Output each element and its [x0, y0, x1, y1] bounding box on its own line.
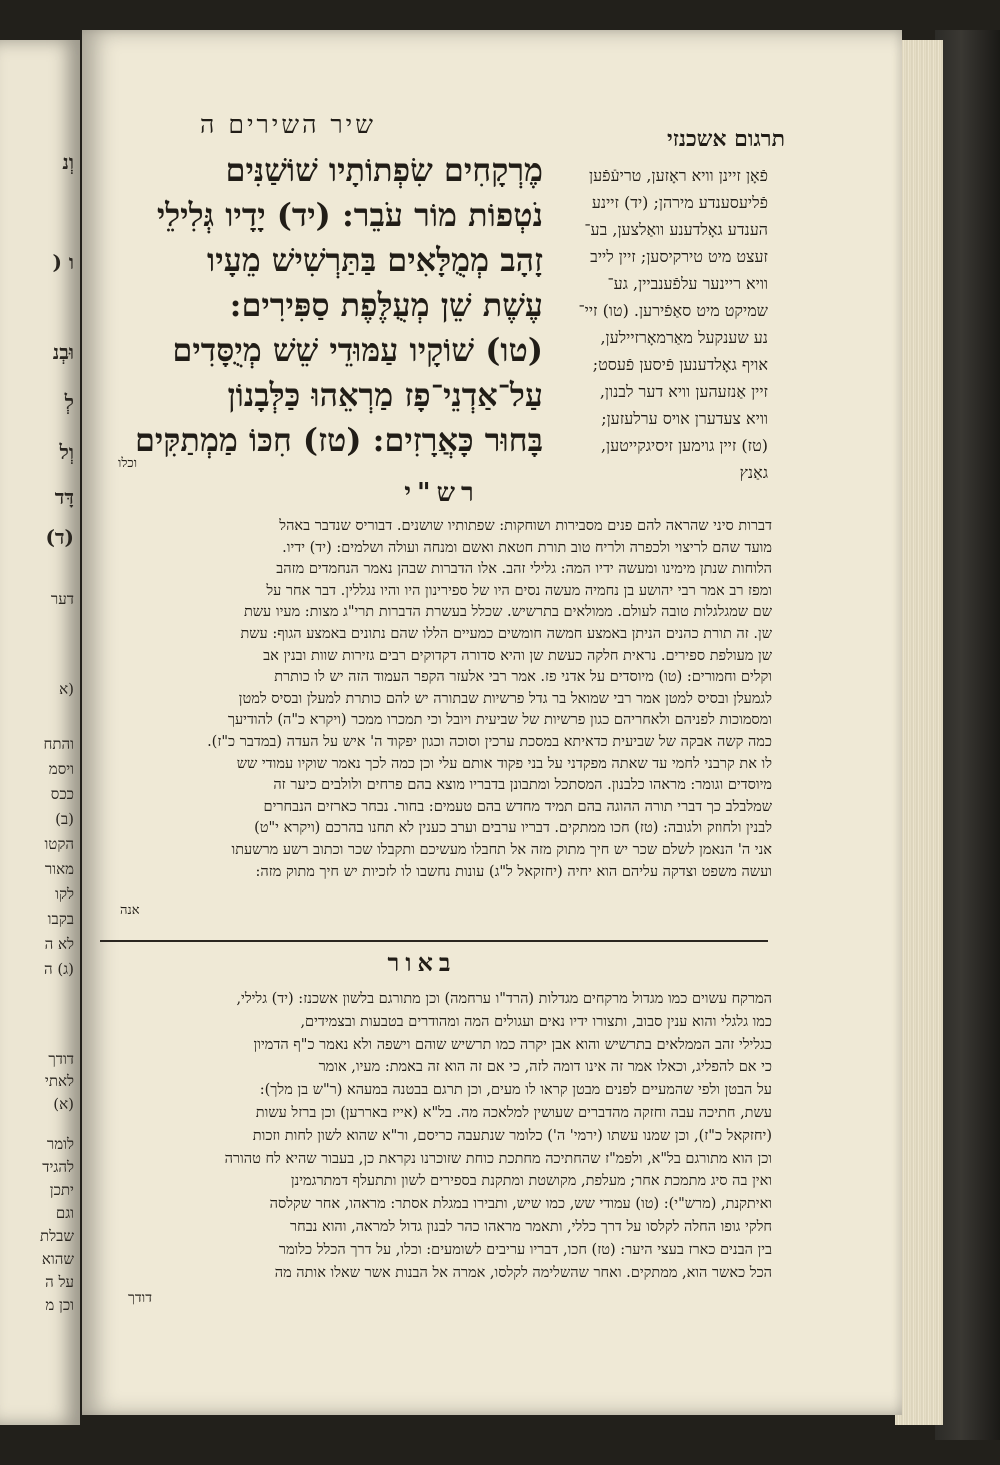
biur-line: המרקח עשוים כמו מגדול מרקחים מגדלות (הרד"ו ערחמה) וכן מתורגם בלשון אשכנז: (יד) גלילי,	[236, 991, 772, 1007]
left-page-fragment: מאור	[44, 860, 74, 878]
biur-line: (יחזקאל כ"ז), וכן שמנו עשתו (ירמי' ה') כלומר שנתעבה כריסם, ור"א שהוא לשון לחות וזכות	[252, 1127, 772, 1144]
left-page-fragment: על ה	[45, 1273, 74, 1291]
left-page-fragment: וכן מ	[45, 1296, 74, 1314]
biur-line: ואין בה סיג מתמכת אחר; מעלפת, מקושטת ומתקנת בספירים לשון ותתעלף דמתרגמינן	[290, 1173, 772, 1190]
rashi-line: ועשה משפט וצדקה עליהם הוא יחיה (יחזקאל ל"ג) עונות נחשבו לו לזכיות יש חיך מתוק מזה:	[255, 863, 772, 880]
biur-line: ואיתקנת, (מרש"י): (טו) עמודי שש, כמו שיש, ותבירו במגלת אסתר: מראהו, אחר שקלסה	[269, 1196, 772, 1213]
translation-line: זעצט מיט טירקיסען; זיין לייב	[590, 247, 768, 266]
rashi-line: שם שמגלגלות טובה לעולם. ממולאים בתרשיש. שכלל בעשרת הדברות תרי"ג מצות: מעיו עשת	[243, 604, 772, 621]
rashi-line: כמה קשה אבקה של שביעית כדאיתא במסכת ערכין וסוכה וכגון יפקוד ה' איש על העדה (במדבר כ"ז).	[207, 733, 772, 750]
biur-line: כמו גלגלי והוא ענין סבוב, ותצורו ידיו נאים ועגולים המה ומהודרים בטבעות ובצמידים,	[300, 1013, 772, 1030]
rashi-line: ומסמוכות לפניהם ולאחריהם כגון פרשיות של שביעית ויובל וכי תמכרו ממכר (ויקרא כ"ה) להודיעך	[227, 712, 772, 729]
book-cover-edge	[935, 30, 1000, 1440]
left-page-fragment: להגיד	[42, 1158, 74, 1176]
translation-line: גאַנץ	[739, 463, 768, 482]
translation-line: נע שענקעל מאַרמאָרזיילען,	[600, 328, 768, 347]
verse-line: נֹטְפוֹת מוֹר עֹבֵר: (יד) יָדָיו גְּלִילֵי	[156, 196, 543, 234]
biur-line: כי אם להפליג, וכאלו אמר זה אינו דומה לזה, כי אם זה הוא זה באמת: מעיו, אומר	[318, 1059, 772, 1076]
left-page-fragment: דודך	[48, 1050, 74, 1068]
translation-line: אויף גאָלדענען פֿיסען פֿעסט;	[592, 355, 768, 374]
translation-line: פֿליעסענדע מירהן; (יד) זיינע	[591, 193, 768, 212]
left-page-fragment: שבלת	[39, 1227, 74, 1245]
translation-line: שמיקט מיט סאַפֿירען. (טו) זיי־	[578, 301, 768, 320]
left-page-fragment: (ג) ה	[43, 960, 74, 978]
left-page-fragment: וגם	[55, 1204, 74, 1222]
rashi-line: ומפז רב אמר רבי יהושע בן נחמיה מעשה נסים היו של ספירינון היו והיו נגללין. דבר אחר על	[266, 582, 772, 599]
verse-line: עַל־אַדְנֵי־פָז מַרְאֵהוּ כַּלְּבָנוֹן	[227, 376, 543, 414]
translation-line: פֿאָן זיינן וויא ראָזען, טריעֿפֿען	[589, 166, 768, 185]
verse-line: בָּחוּר כָּאֲרָזִים: (טז) חִכּוֹ מַמְתַקִּים	[134, 421, 543, 459]
rashi-line: שמלבלב כך דברי תורה ההוגה בהם תמיד מחדש בהם טעמים: בחור. נבחר כארזים הנבחרים	[263, 798, 772, 815]
translation-line: הענדע גאָלדענע וואַלצען, בע־	[584, 220, 768, 239]
rashi-line: שן. זה תורת כהנים הניתן באמצע חמשה חומשים כמעיים הללו שהם נתונים באמצע הגוף: עשת	[240, 625, 772, 642]
rashi-line: לו את קרבני לחמי עד שאתה מפקדני על בני פקוד אותם עלי וכן כמה לכך נאמר שוקיו עמודי שש	[236, 755, 772, 772]
left-page-fragment: והתח	[43, 735, 74, 753]
rashi-line: מועד שהם לריצוי ולכפרה ולריח טוב תורת חטאת ואשם ומנחה ועולה ושלמים: (יד) ידיו.	[282, 539, 772, 556]
left-page-fragment: ו (	[52, 250, 74, 274]
biur-commentary	[100, 988, 772, 1284]
left-page-fragment: דער	[50, 590, 74, 608]
left-page-fragment: לאתי	[44, 1072, 74, 1090]
page-catchword: דודך	[128, 1290, 152, 1306]
rashi-line: שן מעולפת ספירים. נראית חלקה כעשת שן והיא סדורה דקדוקים רבים גזירות שוות ובנין אב	[263, 647, 772, 664]
translation-line: זיין אַנזעהען וויא דער לבנון,	[599, 382, 768, 401]
verse-text	[103, 148, 543, 463]
running-title: שיר השירים ה	[200, 110, 376, 139]
rashi-line: הלוחות שנתן מימינו ומעשה ידיו המה: גלילי זהב. אלו הדברות שבהן נאמר הנחמדים מזהב	[276, 561, 772, 578]
left-page-fragment: לקו	[55, 885, 74, 903]
left-page-fragment: לומר	[46, 1135, 74, 1153]
left-page-fragment: לְ	[64, 390, 74, 414]
biur-line: בין הבנים כארז בעצי היער: (טז) חכו, דבריו עריבים לשומעים: וכלו, על דרך הכלל כלומר	[278, 1241, 772, 1258]
verse-line: זָהָב מְמֻלָּאִים בַּתַּרְשִׁישׁ מֵעָיו	[207, 241, 543, 279]
rashi-line: וקלים וחמורים: (טו) מיוסדים על אדני פז. אמר רבי אלעזר הקפר העמוד הזה יש לו כותרת	[274, 669, 772, 686]
page-edges	[895, 40, 943, 1425]
left-page-fragment: הקטו	[44, 835, 74, 853]
left-page-fragment: לא ה	[44, 935, 74, 953]
rashi-line: דברות סיני שהראה להם פנים מסבירות ושוחקות: שפתותיו שושנים. דבוריס שנדבר באהל	[279, 518, 772, 534]
rashi-line: מיוסדים וגומר: מראהו כלבנון. המסתכל ומתבונן בדבריו מוצא בהם פרחים ולולבים כיער זה	[273, 777, 772, 794]
left-page-fragment: שהוא	[41, 1250, 74, 1268]
section-divider	[100, 940, 768, 942]
biur-line: וכן הוא מתורגם בל"א, ולפמ"ז שהחתיכה מחתכת כוחת שזוכרנו נקראת כן, בעבור שהיא לח טהורה	[224, 1150, 772, 1167]
rashi-catchword: אנה	[120, 903, 140, 918]
biur-line: כגלילי זהב הממלאים בתרשיש והוא אבן יקרה כמו תרשיש שוהם וישפה ולא נאמר כ"ף הדמיון	[253, 1036, 772, 1053]
biur-line: הכל כאשר הוא, ממתקים. ואחר שהשלימה לקלסו, אמרה אל הבנות אשר שאלו אותה מה	[274, 1264, 772, 1281]
german-translation	[550, 162, 768, 486]
translation-line: וויא ריינער עלפֿענביין, גע־	[607, 274, 768, 293]
left-page-fragment: בקבו	[47, 910, 74, 928]
rashi-commentary	[100, 516, 772, 883]
biur-line: עשת, חתיכה עבה וחזקה מהדברים שעושין למלאכה מה. בל"א (אייז באררען) וכן ברזל עשות	[255, 1104, 772, 1121]
rashi-line: לבנין ולחוזק ולגובה: (טז) חכו ממתקים. דבריו ערבים וערב כענין לא תחנו בהרכם (ויקרא י"ט)	[254, 820, 772, 837]
biur-line: על הבטן ולפי שהמעיים לפנים מבטן קראו לו מעים, וכן תרגם בבטנה במעהא (ר"ש בן מלך):	[259, 1082, 772, 1099]
left-page-fragment: יתכן	[49, 1181, 74, 1199]
left-page	[0, 40, 80, 1425]
rashi-line: אני ה' הנאמן לשלם שכר יש חיך מתוק מזה אל תחבלו מעשיכם ותקבלו שכר וכתוב רשע מרשעתו	[231, 841, 772, 858]
verse-line: מֶרְקָחִים שִׂפְתוֹתָיו שׁוֹשַׁנִּים	[225, 151, 543, 189]
translation-line: וויא צעדערן אויס ערלעזען;	[601, 409, 768, 428]
verse-line: (טו) שׁוֹקָיו עַמּוּדֵי שֵׁשׁ מְיֻסָּדִים	[172, 331, 543, 369]
translation-section-title: תרגום אשכנזי	[666, 126, 785, 152]
left-page-fragment: ככס	[50, 785, 74, 803]
rashi-line: לגמעלן ובסיס למטן אמר רבי שמואל בר גדל פרשיות שבתורה יש להם כותרת למעלן ובסיס למטן	[238, 690, 772, 707]
left-page-fragment: דָּד	[54, 485, 74, 509]
left-page-fragment: וּבְנ	[52, 340, 74, 364]
translation-line: (טז) זיין גוימען זיסיגקייטען,	[600, 436, 768, 455]
verse-catchword: וכלו	[118, 456, 138, 471]
verse-line: עֶשֶׁת שֵׁן מְעֻלֶּפֶת סַפִּירִים:	[229, 286, 543, 324]
left-page-fragment: וְל	[59, 440, 74, 464]
biur-line: חלקי גופו החלה לקלסו על דרך כללי, ותאמר מראהו כהר לבנון גדול למראה, והוא נבחר	[289, 1218, 772, 1235]
left-page-fragment: (א)	[53, 1095, 74, 1113]
left-page-fragment: וְנ	[62, 150, 74, 174]
left-page-fragment: (ב)	[55, 810, 74, 828]
left-page-fragment: (א	[59, 680, 74, 698]
biur-heading: באור	[387, 948, 457, 977]
left-page-fragment: ויסמ	[48, 760, 74, 778]
left-page-fragment: (ד)	[45, 525, 74, 549]
rashi-heading: רש"י	[404, 478, 480, 508]
